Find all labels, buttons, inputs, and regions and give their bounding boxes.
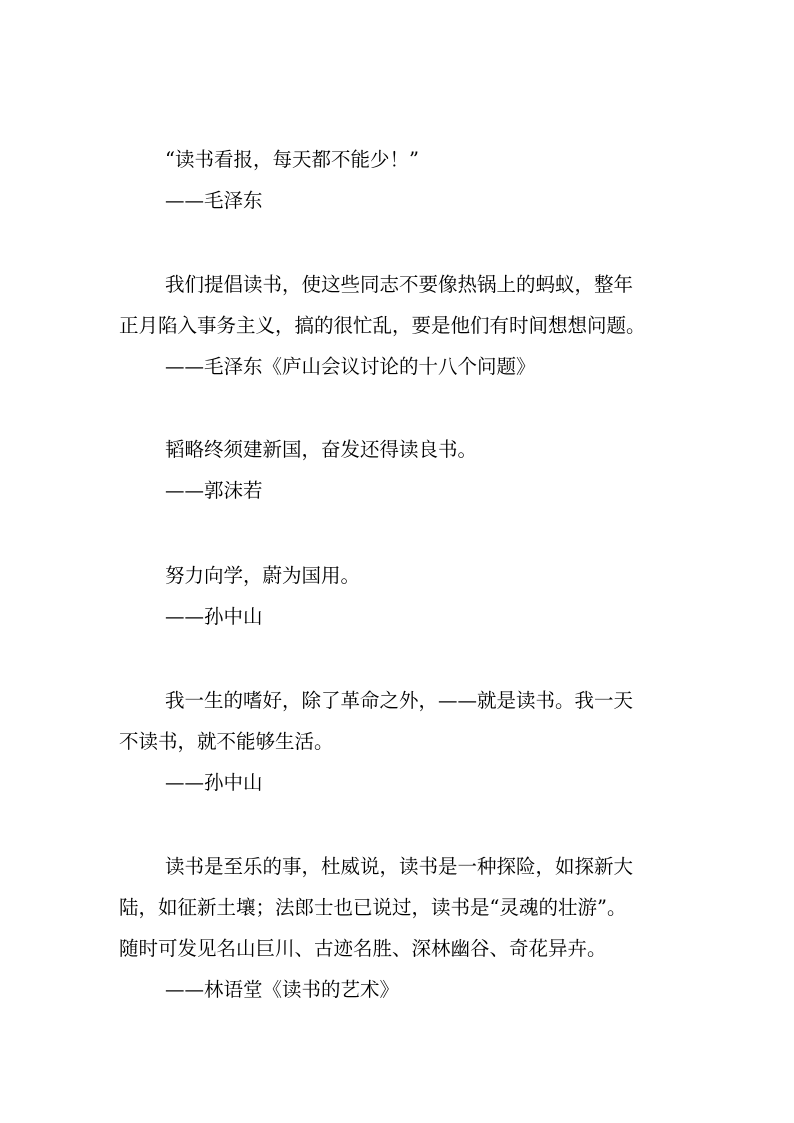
quote-5-attribution: ——孙中山 <box>165 771 263 794</box>
quote-6-attribution: ——林语堂《读书的艺术》 <box>165 978 400 1001</box>
quote-6-line-1: 读书是至乐的事，杜威说，读书是一种探险，如探新大 <box>165 855 634 878</box>
quote-6-line-3: 随时可发见名山巨川、古迹名胜、深林幽谷、奇花异卉。 <box>119 937 607 960</box>
quote-6-line-2: 陆，如征新土壤；法郎士也已说过，读书是“灵魂的壮游”。 <box>119 896 627 919</box>
quote-5-line-2: 不读书，就不能够生活。 <box>119 730 334 753</box>
quote-1-attribution: ——毛泽东 <box>165 189 263 212</box>
quote-2-attribution: ——毛泽东《庐山会议讨论的十八个问题》 <box>165 355 536 378</box>
quote-3-attribution: ——郭沫若 <box>165 479 263 502</box>
quote-5-line-1: 我一生的嗜好，除了革命之外，——就是读书。我一天 <box>165 689 634 712</box>
quote-2-line-1: 我们提倡读书，使这些同志不要像热锅上的蚂蚁，整年 <box>165 273 634 296</box>
quote-3-line-1: 韬略终须建新国，奋发还得读良书。 <box>165 438 478 461</box>
quote-1-line-1: “读书看报，每天都不能少！” <box>165 148 419 171</box>
quote-4-line-1: 努力向学，蔚为国用。 <box>165 564 361 587</box>
quote-4-attribution: ——孙中山 <box>165 605 263 628</box>
quote-2-line-2: 正月陷入事务主义，搞的很忙乱，要是他们有时间想想问题。 <box>119 314 646 337</box>
